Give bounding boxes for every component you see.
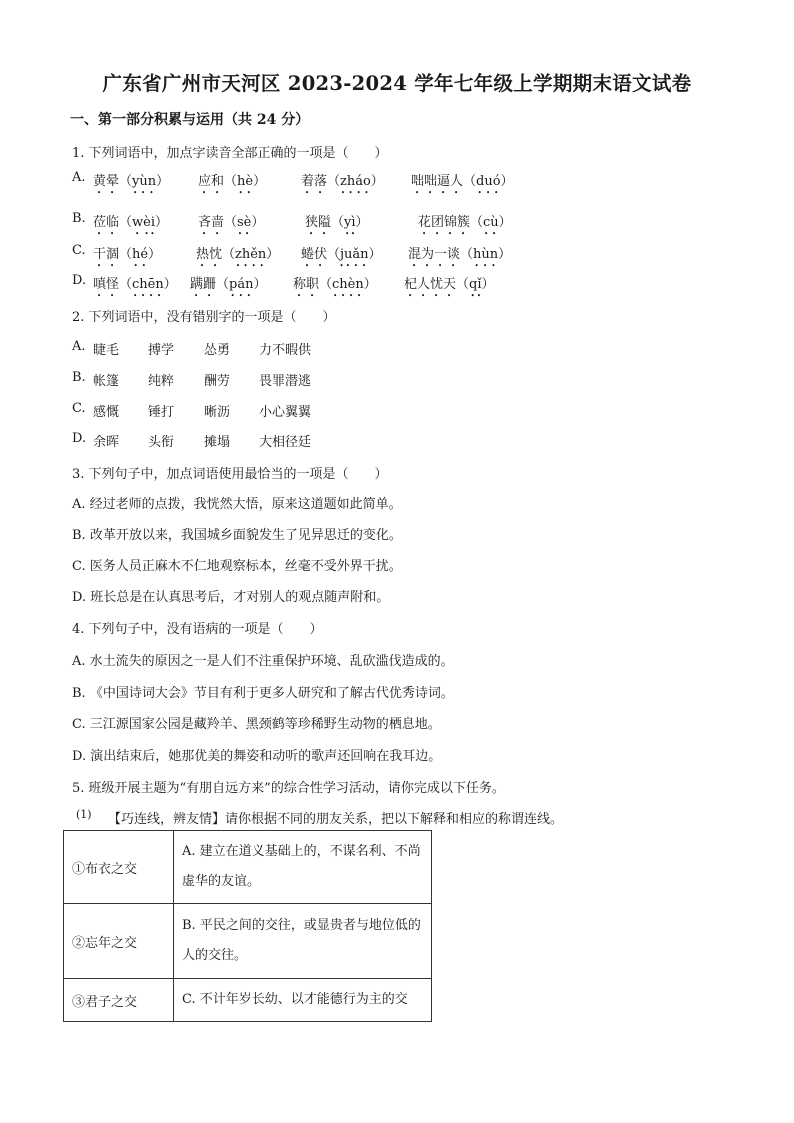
option-word: 余晖 xyxy=(93,435,120,450)
option-word: 头衔 xyxy=(148,435,175,450)
option-label: C. xyxy=(72,401,86,416)
definition-cell: B. 平民之间的交往，或显贵者与地位低的人的交往。 xyxy=(174,904,432,979)
option-word: 干涸（hé） xyxy=(93,247,162,262)
table-row xyxy=(64,904,432,979)
q3-option-c: C. 医务人员正麻木不仁地观察标本，丝毫不受外界干扰。 xyxy=(72,559,402,574)
option-word: 称职（chèn） xyxy=(293,277,377,292)
option-word: 怂勇 xyxy=(204,343,231,358)
option-word: 感慨 xyxy=(93,405,120,420)
question-4-stem: 4. 下列句子中，没有语病的一项是（ ） xyxy=(72,622,323,637)
option-word: 嗔怪（chēn） xyxy=(93,277,177,292)
option-label: D. xyxy=(72,431,87,446)
option-word: 咄咄逼人（duó） xyxy=(411,174,514,189)
matching-table xyxy=(63,830,432,1022)
q4-option-b: B. 《中国诗词大会》节目有利于更多人研究和了解古代优秀诗词。 xyxy=(72,686,454,701)
page-title: 广东省广州市天河区 2023-2024 学年七年级上学期期末语文试卷 xyxy=(102,72,692,95)
option-word: 着落（zháo） xyxy=(301,174,384,189)
definition-cell: A. 建立在道义基础上的，不谋名利、不尚虚华的友谊。 xyxy=(174,831,432,904)
option-word: 纯粹 xyxy=(148,374,175,389)
option-word: 杞人忧天（qǐ） xyxy=(404,277,495,292)
option-word: 应和（hè） xyxy=(198,174,267,189)
subquestion-number: (1) xyxy=(76,808,92,821)
option-word: 热忱（zhěn） xyxy=(196,247,280,262)
q3-option-d: D. 班长总是在认真思考后，才对别人的观点随声附和。 xyxy=(72,590,390,605)
question-2-stem: 2. 下列词语中，没有错别字的一项是（ ） xyxy=(72,310,336,325)
table-row xyxy=(64,831,432,904)
q4-option-c: C. 三江源国家公园是藏羚羊、黑颈鹤等珍稀野生动物的栖息地。 xyxy=(72,717,441,732)
q3-option-a: A. 经过老师的点拨，我恍然大悟，原来这道题如此简单。 xyxy=(72,497,402,512)
option-word: 晰沥 xyxy=(204,405,231,420)
subquestion-text: 【巧连线，辨友情】请你根据不同的朋友关系，把以下解释和相应的称谓连线。 xyxy=(108,812,564,827)
option-word: 睫毛 xyxy=(93,343,120,358)
term-cell: ①布衣之交 xyxy=(64,831,174,904)
option-label: D. xyxy=(72,273,87,288)
option-word: 蹒跚（pán） xyxy=(190,277,267,292)
table-row xyxy=(64,979,432,1022)
term-cell: ②忘年之交 xyxy=(64,904,174,979)
option-word: 大相径廷 xyxy=(259,435,312,450)
option-word: 黄晕（yùn） xyxy=(93,174,170,189)
section-heading: 一、第一部分积累与运用（共 24 分） xyxy=(70,112,310,128)
term-cell: ③君子之交 xyxy=(64,979,174,1022)
option-word: 小心翼翼 xyxy=(259,405,312,420)
option-label: A. xyxy=(72,339,86,354)
question-1-stem: 1. 下列词语中，加点字读音全部正确的一项是（ ） xyxy=(72,146,388,161)
q4-option-d: D. 演出结束后，她那优美的舞姿和动听的歌声还回响在我耳边。 xyxy=(72,749,442,764)
option-word: 莅临（wèi） xyxy=(93,215,168,230)
option-word: 酬劳 xyxy=(204,374,231,389)
option-word: 蜷伏（juǎn） xyxy=(301,247,382,262)
option-word: 力不暇供 xyxy=(259,343,312,358)
option-word: 畏罪潜逃 xyxy=(259,374,312,389)
option-label: C. xyxy=(72,243,86,258)
option-word: 混为一谈（hùn） xyxy=(408,247,512,262)
definition-cell: C. 不计年岁长幼、以才能德行为主的交 xyxy=(174,979,432,1022)
question-3-stem: 3. 下列句子中，加点词语使用最恰当的一项是（ ） xyxy=(72,467,388,482)
question-5-stem: 5. 班级开展主题为“有朋自远方来”的综合性学习活动，请你完成以下任务。 xyxy=(72,781,505,796)
option-word: 锤打 xyxy=(148,405,175,420)
option-word: 摊塌 xyxy=(204,435,231,450)
option-word: 花团锦簇（cù） xyxy=(418,215,512,230)
option-label: B. xyxy=(72,370,86,385)
q4-option-a: A. 水土流失的原因之一是人们不注重保护环境、乱砍滥伐造成的。 xyxy=(72,654,454,669)
option-label: B. xyxy=(72,211,86,226)
option-label: A. xyxy=(72,170,86,185)
option-word: 帐篷 xyxy=(93,374,120,389)
option-word: 狭隘（yì） xyxy=(305,215,369,230)
option-word: 搏学 xyxy=(148,343,175,358)
q3-option-b: B. 改革开放以来，我国城乡面貌发生了见异思迁的变化。 xyxy=(72,528,402,543)
option-word: 吝啬（sè） xyxy=(198,215,265,230)
